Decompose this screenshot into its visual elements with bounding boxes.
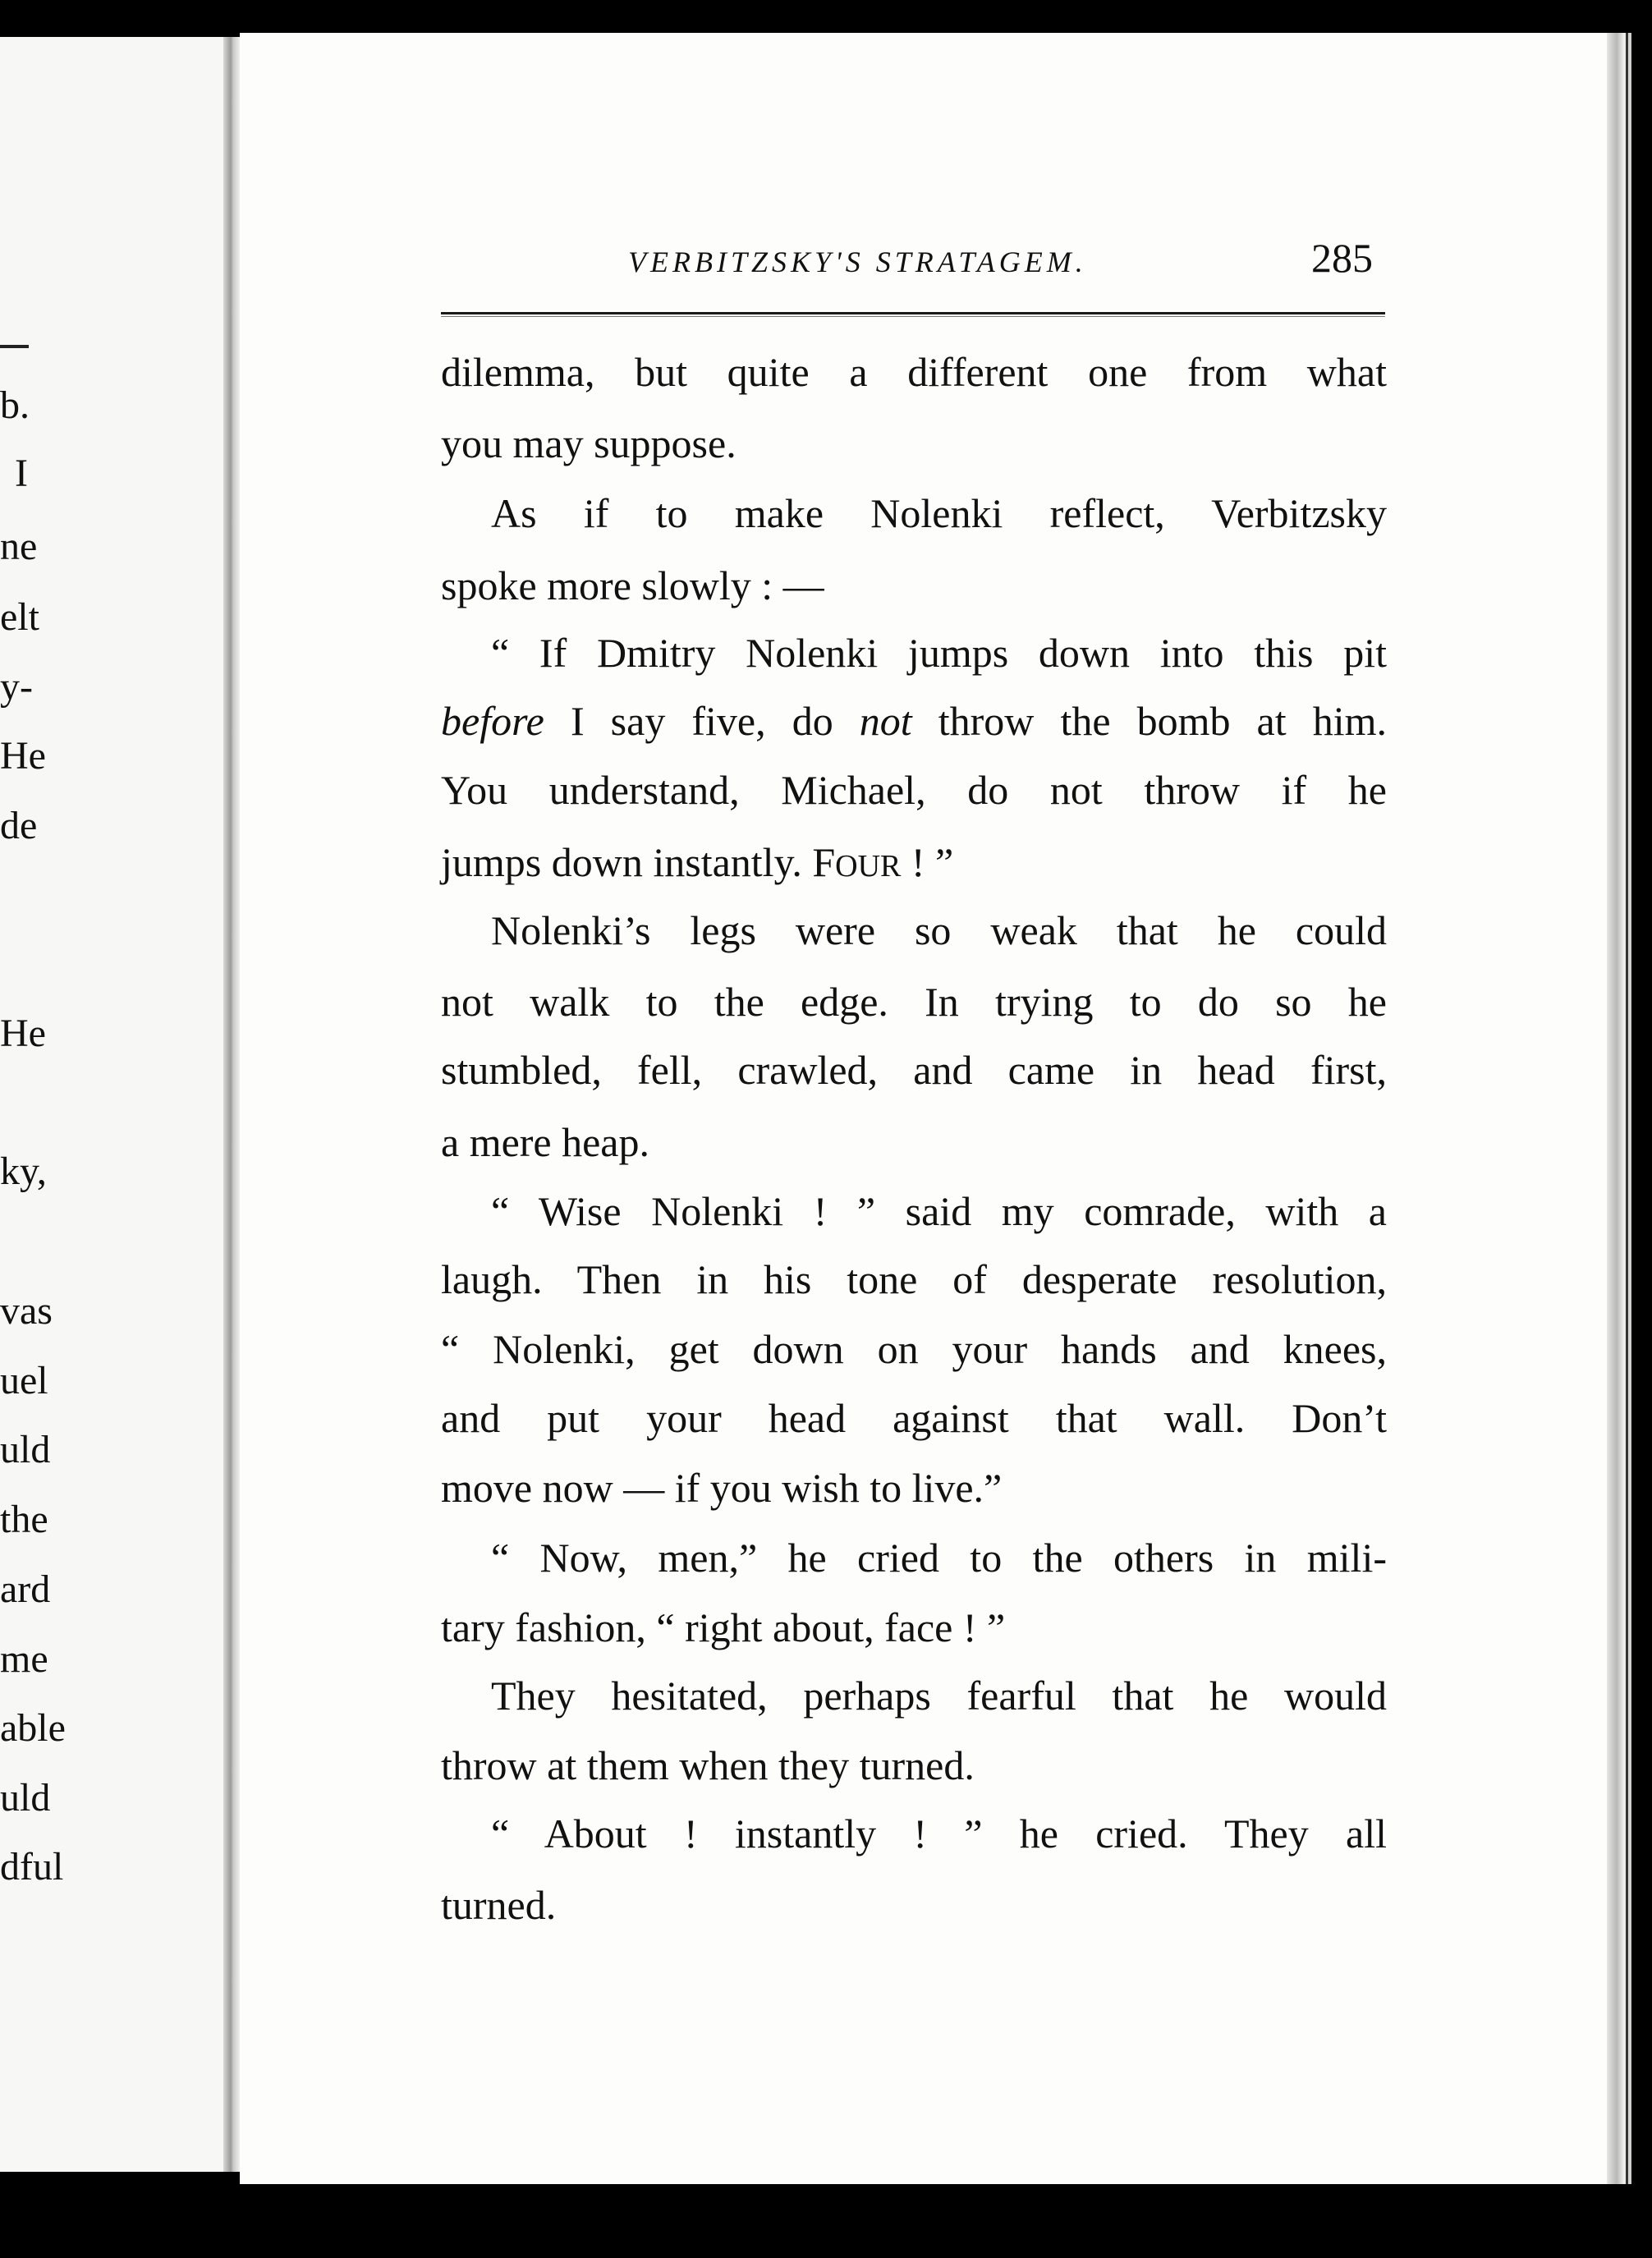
body-line: “ About ! instantly ! ” he cried. They all [491,1811,1387,1856]
left-fragment: elt [0,595,39,639]
left-fragment: ne [0,525,38,568]
left-fragment: He [0,734,46,778]
page-edge [1607,33,1631,2184]
body-line: “ Now, men,” he cried to the others in mili- [491,1535,1387,1581]
left-fragment: me [0,1637,48,1681]
book-gutter [223,37,240,2172]
italic-word: before [441,698,544,744]
body-line: turned. [441,1882,557,1928]
left-fragment: He [0,1012,46,1055]
text-run: throw the bomb at him. [911,698,1387,744]
body-line: you may suppose. [441,420,737,466]
italic-word: not [859,698,912,744]
small-caps-rest: OUR [835,849,902,883]
body-line: a mere heap. [441,1119,650,1165]
left-fragment: de [0,804,38,847]
body-line: As if to make Nolenki reflect, Verbitzsky [491,490,1387,536]
left-fragment: uld [0,1776,51,1820]
left-fragment: uel [0,1359,48,1402]
text-run: I say five, do [544,698,860,744]
body-line: Nolenki’s legs were so weak that he could [491,907,1387,953]
left-fragment: dful [0,1845,64,1889]
body-line: spoke more slowly : — [441,562,824,608]
body-line: “ Nolenki, get down on your hands and knees, [441,1326,1387,1372]
text-run: ! ” [901,839,954,885]
left-fragment: ard [0,1567,51,1611]
body-line: “ If Dmitry Nolenki jumps down into this pit [491,630,1387,676]
page-number: 285 [1311,235,1373,281]
body-line: “ Wise Nolenki ! ” said my comrade, with a [491,1188,1387,1234]
body-line: and put your head against that wall. Don’t [441,1395,1387,1441]
body-line: throw at them when they turned. [441,1742,975,1788]
left-fragment: ky, [0,1150,47,1193]
body-line: not walk to the edge. In trying to do so he [441,979,1387,1025]
left-fragment: the [0,1498,48,1541]
left-fragment: I [15,452,28,495]
left-page-edge [0,37,223,2172]
left-page-rule [0,345,29,348]
left-fragment: uld [0,1428,51,1471]
body-line [441,698,1387,744]
body-line: They hesitated, perhaps fearful that he would [491,1673,1387,1719]
left-fragment: b. [0,383,30,427]
running-head-title: VERBITZSKY'S STRATAGEM. [628,246,1087,278]
header-rule [441,312,1385,317]
body-line: dilemma, but quite a different one from what [441,349,1387,395]
left-fragment: y- [0,665,33,709]
small-caps-initial: F [812,839,836,885]
left-fragment: able [0,1706,66,1750]
body-line: You understand, Michael, do not throw if he [441,767,1387,813]
body-line: move now — if you wish to live.” [441,1465,1003,1511]
left-fragment: vas [0,1289,53,1333]
body-line: stumbled, fell, crawled, and came in head first, [441,1047,1387,1093]
body-line [441,839,1387,885]
text-run: jumps down instantly. [441,839,813,885]
body-line: tary fashion, “ right about, face ! ” [441,1604,1006,1650]
body-line: laugh. Then in his tone of desperate resolution, [441,1256,1387,1302]
